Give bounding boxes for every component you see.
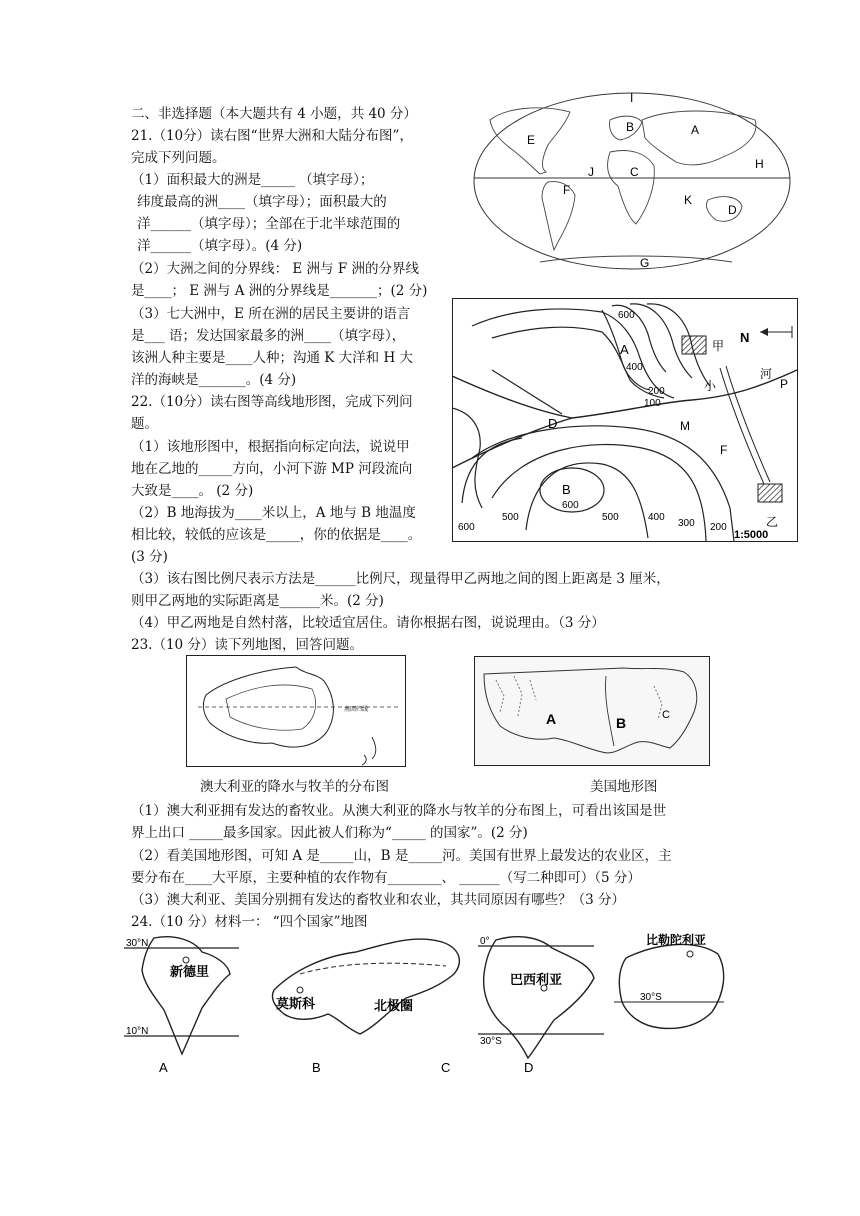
text-line: （3）澳大利亚、美国分别拥有发达的畜牧业和农业，其共同原因有哪些？（3 分） [131,892,625,908]
contour-label: 400 [648,512,665,523]
text-line: （2）大洲之间的分界线： E 洲与 F 洲的分界线 [131,261,419,277]
map-label: D [728,203,737,217]
city-label: 比勒陀利亚 [646,933,707,947]
usa-label: B [616,715,627,731]
contour-label: 200 [710,522,727,533]
map-label: C [630,165,639,179]
map-label: E [527,133,536,147]
lat-label: 30°N [126,938,149,949]
text-line: （2）看美国地形图，可知 A 是_____山，B 是_____河。美国有世界上最发达的农业区，主 [131,848,672,864]
q22-title: 22.（10分）读右图等高线地形图，完成下列问 [131,394,413,410]
text-line: （2）B 地海拔为____米以上，A 地与 B 地温度 [131,505,416,521]
q24-title: 24.（10 分）材料一： “四个国家”地图 [131,914,368,930]
text-line: （1）澳大利亚拥有发达的畜牧业。从澳大利亚的降水与牧羊的分布图上，可看出该国是世 [131,803,667,819]
contour-map [452,298,798,542]
point-label: A [620,342,629,357]
map-label: F [563,183,571,197]
text-line: （3）该右图比例尺表示方法是______比例尺，现量得甲乙两地之间的图上距离是 3 厘米， [131,571,670,587]
text-line: 该洲人种主要是____人种；沟通 K 大洋和 H 大 [131,350,414,366]
text-line: 是____； E 洲与 A 洲的分界线是_______；(2 分) [131,283,428,299]
map-label: A [691,123,700,137]
text-line: 大致是____。 (2 分) [131,483,254,499]
text-line: 洋______（填字母）。(4 分) [137,238,303,254]
text-line: (3 分) [131,549,168,565]
contour-label: 600 [618,310,635,321]
country-letter: A [159,1060,168,1075]
point-label: B [562,482,571,497]
text-line: 界上出口 _____最多国家。因此被人们称为“_____ 的国家”。(2 分) [131,825,528,841]
text-line: 要分布在____大平原，主要种植的农作物有________、 ______（写二种即可）（5 分） [131,870,641,886]
city-label: 巴西利亚 [510,972,563,987]
text-line: 洋的海峡是_______。(4 分) [131,372,297,388]
usa-label: A [546,711,557,727]
text-line: （4）甲乙两地是自然村落，比较适宜居住。请你根据右图，说说理由。（3 分） [131,615,605,631]
contour-label: 100 [644,398,661,409]
usa-label: C [662,709,670,721]
lat-label: 30°S [640,992,662,1003]
place-label: 甲 [712,339,725,353]
point-label: M [680,419,690,433]
point-label: F [720,443,728,457]
contour-label: 600 [458,522,475,533]
text-line: 是___ 语；发达国家最多的洲____（填字母）， [131,328,406,344]
stream-label: 小 [704,379,717,393]
usa-caption: 美国地形图 [590,779,658,795]
country-letter: B [312,1060,321,1075]
text-line: （1）该地形图中，根据指向标定向法，说说甲 [131,439,410,455]
country-letter: D [524,1060,534,1075]
contour-label: 500 [502,512,519,523]
contour-label: 200 [648,386,665,397]
country-letter: C [441,1060,451,1075]
section-heading: 二、非选择题（本大题共有 4 小题，共 40 分） [131,106,417,122]
map-label: B [626,120,635,134]
text-line: 完成下列问题。 [131,150,226,166]
australia-map [186,655,406,767]
world-map [470,90,795,272]
australia-caption: 澳大利亚的降水与牧羊的分布图 [200,779,389,795]
contour-label: 600 [562,500,579,511]
countries-map [124,930,734,1080]
text-line: 洋______（填字母）；全部在于北半球范围的 [137,216,401,232]
lat-label: 0° [480,936,490,947]
lat-label: 30°S [480,1036,502,1047]
usa-map [474,656,710,766]
text-line: 地在乙地的_____方向，小河下游 MP 河段流向 [131,461,413,477]
river-label: 河 [760,367,773,381]
city-label: 新德里 [170,964,210,979]
contour-label: 300 [678,518,695,529]
scale-label: 1:5000 [734,529,769,541]
text-line: 相比较，较低的应该是_____，你的依据是____。 [131,527,422,543]
text-line: （3）七大洲中，E 所在洲的居民主要讲的语言 [131,306,411,322]
q21-title: 21.（10分）读右图“世界大洲和大陆分布图”， [131,128,413,144]
map-label: H [755,157,764,171]
tropic-label: 南回归线 [344,707,369,713]
map-label: K [684,193,693,207]
contour-label: 500 [602,512,619,523]
contour-label: 400 [626,362,643,373]
map-label: I [630,91,634,105]
city-label: 北极圈 [374,998,414,1013]
text-line: （1）面积最大的洲是_____ （填字母）； [131,172,374,188]
q23-title: 23.（10 分）读下列地图，回答问题。 [131,637,363,653]
map-label: G [640,256,650,270]
point-label: P [780,377,789,391]
place-label: 乙 [766,515,779,529]
text-line: 则甲乙两地的实际距离是______米。(2 分) [131,593,384,609]
lat-label: 10°N [126,1026,149,1037]
text-line: 题。 [131,416,158,432]
city-label: 莫斯科 [276,996,316,1011]
point-label: D [548,416,558,431]
map-label: J [588,165,594,179]
text-line: 纬度最高的洲____（填字母）；面积最大的 [137,194,387,210]
north-label: N [740,330,750,345]
